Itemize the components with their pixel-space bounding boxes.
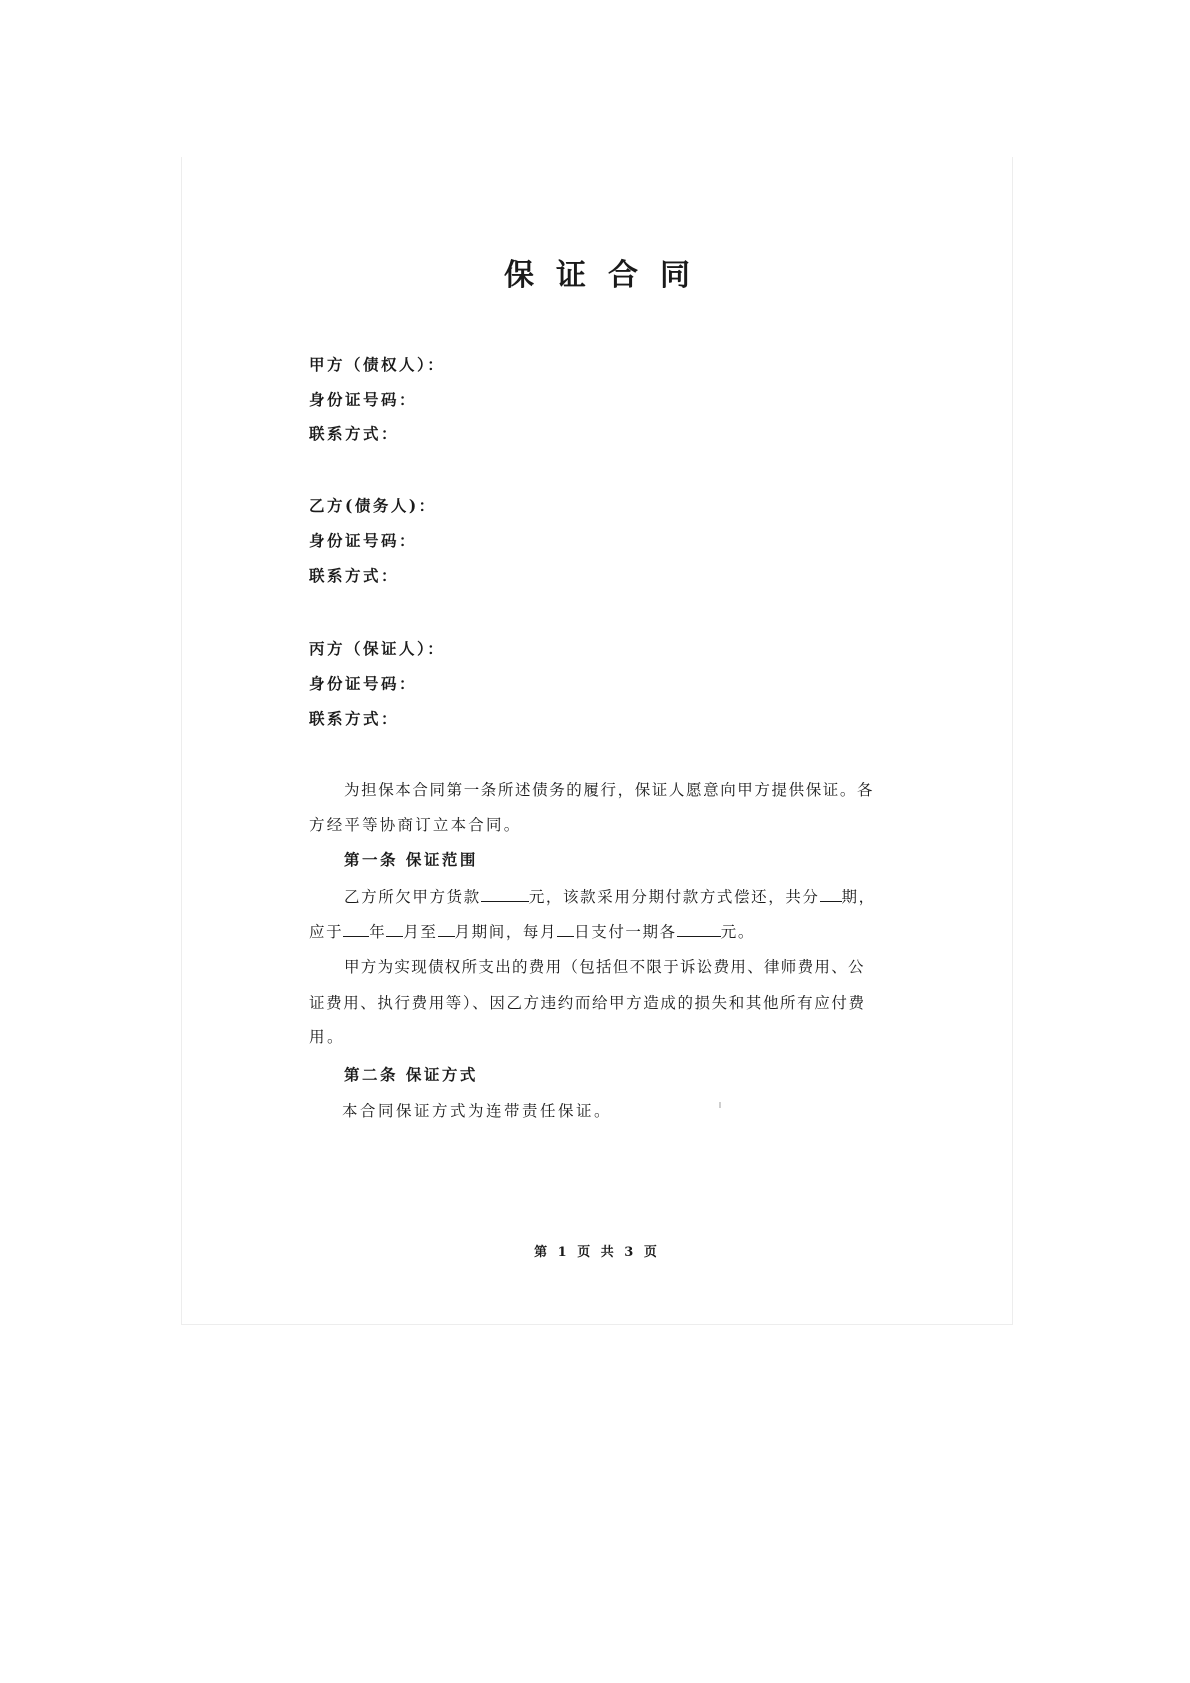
text: 元。 xyxy=(720,923,755,941)
end-month-blank xyxy=(438,920,455,937)
article-1-paragraph-3-line-1: 甲方为实现债权所支出的费用（包括但不限于诉讼费用、律师费用、公 xyxy=(344,958,865,976)
party-b-label: 乙方(债务人)： xyxy=(309,496,437,515)
article-1-paragraph-1 xyxy=(344,885,876,908)
party-c-contact-label: 联系方式： xyxy=(309,709,400,728)
party-c-label: 丙方（保证人）： xyxy=(309,639,446,658)
document-page xyxy=(181,157,1013,1325)
party-a-contact-label: 联系方式： xyxy=(309,424,400,443)
text: 应于 xyxy=(309,923,344,941)
amount-blank xyxy=(481,885,529,902)
installments-blank xyxy=(820,885,842,902)
day-blank xyxy=(557,920,574,937)
party-b-id-label: 身份证号码： xyxy=(309,531,418,550)
preamble-line-1: 为担保本合同第一条所述债务的履行，保证人愿意向甲方提供保证。各 xyxy=(344,781,875,799)
text: 期， xyxy=(841,888,876,906)
article-1-paragraph-2 xyxy=(309,920,755,943)
party-a-label: 甲方（债权人）： xyxy=(309,355,446,374)
start-month-blank xyxy=(386,920,403,937)
text: 乙方所欠甲方货款 xyxy=(344,888,481,906)
party-a-id-label: 身份证号码： xyxy=(309,390,418,409)
article-1-heading: 第一条 保证范围 xyxy=(344,850,478,869)
scan-speck xyxy=(719,1102,721,1108)
document-title: 保证合同 xyxy=(504,258,712,293)
text: 月至 xyxy=(403,923,438,941)
text: 日支付一期各 xyxy=(574,923,677,941)
article-2-body: 本合同保证方式为连带责任保证。 xyxy=(342,1102,613,1120)
preamble-line-2: 方经平等协商订立本合同。 xyxy=(309,816,522,834)
installment-amount-blank xyxy=(677,920,721,937)
article-2-heading: 第二条 保证方式 xyxy=(344,1065,478,1084)
article-1-paragraph-3-line-3: 用。 xyxy=(309,1028,346,1046)
year-blank xyxy=(343,920,369,937)
page-footer: 第 1 页 共 3 页 xyxy=(534,1245,660,1260)
party-c-id-label: 身份证号码： xyxy=(309,674,418,693)
article-1-paragraph-3-line-2: 证费用、执行费用等）、因乙方违约而给甲方造成的损失和其他所有应付费 xyxy=(309,994,866,1012)
party-b-contact-label: 联系方式： xyxy=(309,566,400,585)
text: 元，该款采用分期付款方式偿还，共分 xyxy=(528,888,820,906)
text: 年 xyxy=(369,923,387,941)
text: 月期间，每月 xyxy=(454,923,558,941)
